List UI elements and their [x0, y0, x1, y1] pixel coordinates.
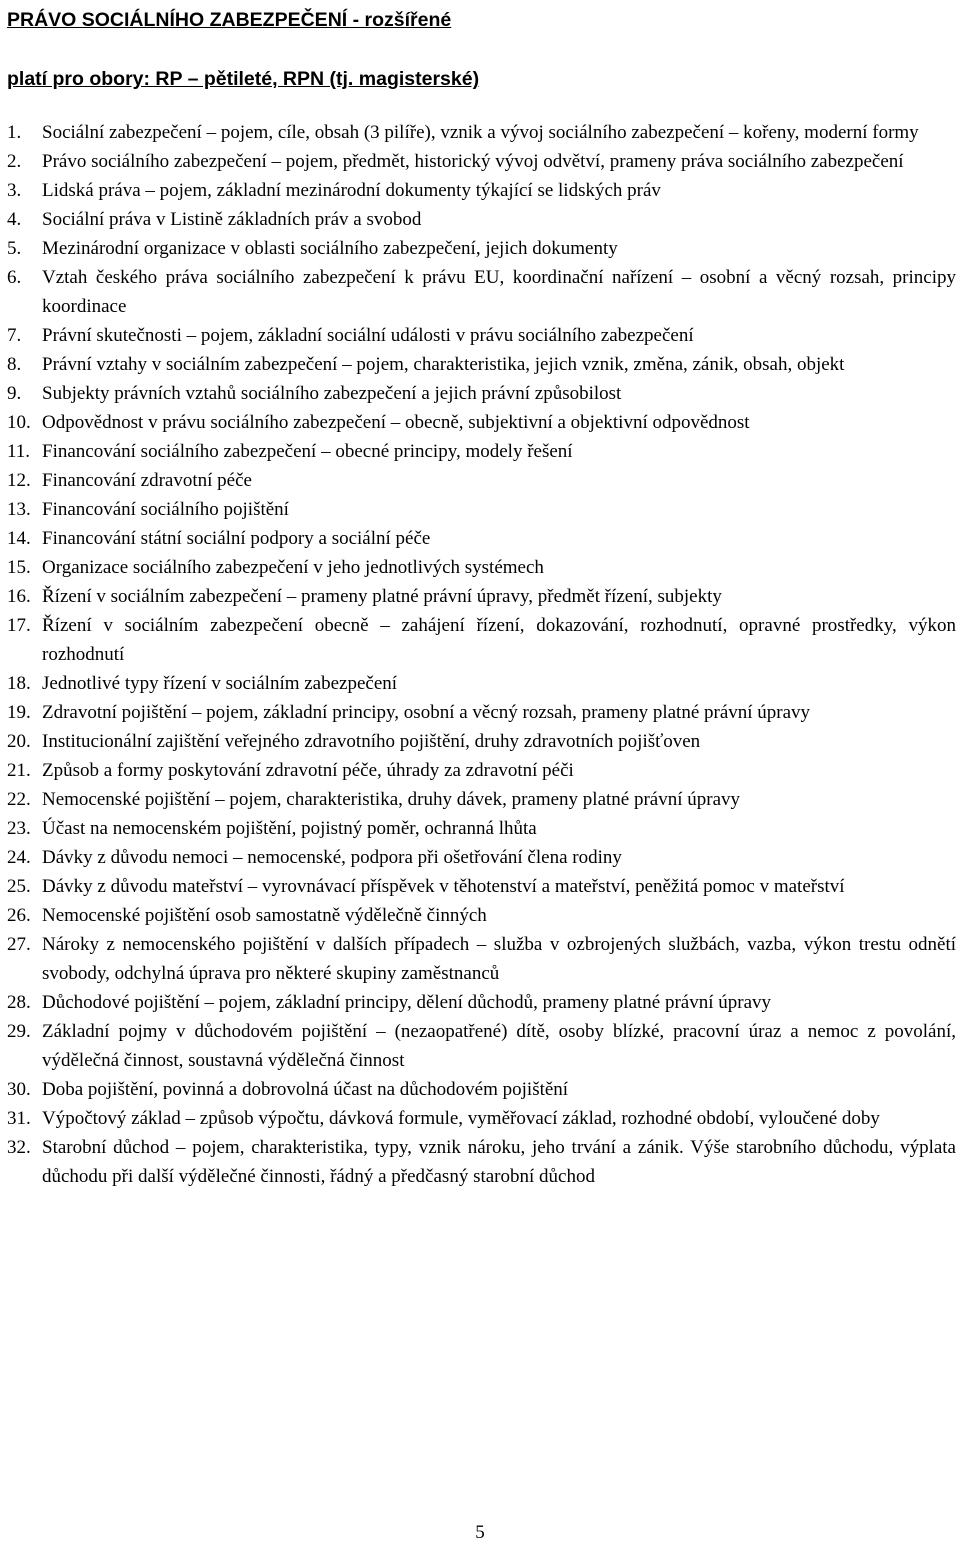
list-item-text: Právní skutečnosti – pojem, základní sociální události v právu sociálního zabezpečení [42, 325, 694, 346]
list-item-number: 28. [7, 992, 31, 1013]
list-item [0, 495, 956, 524]
list-item-text: Organizace sociálního zabezpečení v jeho jednotlivých systémech [42, 557, 544, 578]
list-item [0, 698, 956, 727]
list-item-number: 11. [7, 441, 31, 462]
list-item [0, 1017, 956, 1075]
list-item-number: 23. [7, 818, 31, 839]
list-item-text: Právo sociálního zabezpečení – pojem, předmět, historický vývoj odvětví, prameny práva sociálního zabezpečení [42, 151, 904, 172]
list-item-number: 22. [7, 789, 31, 810]
list-item-text: Řízení v sociálním zabezpečení – prameny platné právní úpravy, předmět řízení, subjekty [42, 586, 722, 607]
page-number: 5 [475, 1522, 485, 1543]
list-item [0, 553, 956, 582]
list-item-text: Účast na nemocenském pojištění, pojistný poměr, ochranná lhůta [42, 818, 537, 839]
list-item-text: Důchodové pojištění – pojem, základní principy, dělení důchodů, prameny platné právní úpravy [42, 992, 772, 1013]
list-item-number: 4. [7, 209, 22, 230]
list-item-number: 17. [7, 615, 31, 636]
list-item [0, 611, 956, 669]
list-item [0, 582, 956, 611]
list-item-text: Nároky z nemocenského pojištění v dalších případech – služba v ozbrojených službách, vazba, výkon trestu odnětí svobody, odchylná úprava pro některé skupiny zaměstnanců [42, 934, 956, 984]
topic-list [0, 118, 960, 1191]
list-item-text: Sociální zabezpečení – pojem, cíle, obsah (3 pilíře), vznik a vývoj sociálního zabezpečení – kořeny, moderní formy [42, 122, 919, 143]
list-item [0, 350, 956, 379]
list-item-number: 19. [7, 702, 31, 723]
list-item-text: Dávky z důvodu nemoci – nemocenské, podpora při ošetřování člena rodiny [42, 847, 622, 868]
list-item-text: Financování zdravotní péče [42, 470, 252, 491]
list-item-text: Mezinárodní organizace v oblasti sociálního zabezpečení, jejich dokumenty [42, 238, 618, 259]
list-item [0, 1104, 956, 1133]
list-item [0, 263, 956, 321]
list-item [0, 466, 956, 495]
list-item-number: 6. [7, 267, 22, 288]
list-item-number: 30. [7, 1079, 31, 1100]
list-item-number: 24. [7, 847, 31, 868]
list-item [0, 379, 956, 408]
list-item-number: 25. [7, 876, 31, 897]
list-item-text: Starobní důchod – pojem, charakteristika, typy, vznik nároku, jeho trvání a zánik. Výše starobního důchodu, výplata důchodu při další výdělečné činnosti, řádný a předčasný starobní důchod [42, 1137, 956, 1187]
list-item-text: Právní vztahy v sociálním zabezpečení – pojem, charakteristika, jejich vznik, změna, zánik, obsah, objekt [42, 354, 845, 375]
list-item-number: 9. [7, 383, 22, 404]
list-item-text: Vztah českého práva sociálního zabezpečení k právu EU, koordinační nařízení – osobní a věcný rozsah, principy koordinace [42, 267, 956, 317]
list-item [0, 176, 956, 205]
list-item-text: Sociální práva v Listině základních práv a svobod [42, 209, 422, 230]
list-item-number: 27. [7, 934, 31, 955]
list-item-number: 31. [7, 1108, 31, 1129]
list-item-number: 12. [7, 470, 31, 491]
list-item [0, 785, 956, 814]
list-item-text: Nemocenské pojištění – pojem, charakteristika, druhy dávek, prameny platné právní úpravy [42, 789, 741, 810]
list-item [0, 901, 956, 930]
list-item-text: Financování státní sociální podpory a sociální péče [42, 528, 431, 549]
list-item [0, 1075, 956, 1104]
list-item-text: Nemocenské pojištění osob samostatně výdělečně činných [42, 905, 487, 926]
list-item-number: 10. [7, 412, 31, 433]
list-item [0, 234, 956, 263]
list-item-number: 7. [7, 325, 22, 346]
list-item-number: 20. [7, 731, 31, 752]
list-item [0, 669, 956, 698]
list-item-number: 1. [7, 122, 22, 143]
list-item-text: Základní pojmy v důchodovém pojištění – (nezaopatřené) dítě, osoby blízké, pracovní úraz a nemoc z povolání, výdělečná činnost, soustavná výdělečná činnost [42, 1021, 956, 1071]
list-item-number: 29. [7, 1021, 31, 1042]
list-item-text: Jednotlivé typy řízení v sociálním zabezpečení [42, 673, 398, 694]
list-item-number: 3. [7, 180, 22, 201]
document-title: PRÁVO SOCIÁLNÍHO ZABEZPEČENÍ - rozšířené [7, 9, 452, 31]
list-item-text: Dávky z důvodu mateřství – vyrovnávací příspěvek v těhotenství a mateřství, peněžitá pomoc v mateřství [42, 876, 845, 897]
list-item [0, 930, 956, 988]
list-item-text: Subjekty právních vztahů sociálního zabezpečení a jejich právní způsobilost [42, 383, 622, 404]
list-item [0, 205, 956, 234]
list-item-number: 21. [7, 760, 31, 781]
list-item [0, 843, 956, 872]
list-item-number: 8. [7, 354, 22, 375]
list-item-number: 2. [7, 151, 22, 172]
list-item-number: 26. [7, 905, 31, 926]
list-item-text: Institucionální zajištění veřejného zdravotního pojištění, druhy zdravotních pojišťoven [42, 731, 701, 752]
list-item [0, 872, 956, 901]
list-item [0, 437, 956, 466]
list-item-text: Financování sociálního zabezpečení – obecné principy, modely řešení [42, 441, 573, 462]
list-item [0, 321, 956, 350]
list-item-number: 32. [7, 1137, 31, 1158]
list-item [0, 756, 956, 785]
list-item-number: 16. [7, 586, 31, 607]
list-item [0, 408, 956, 437]
list-item-number: 5. [7, 238, 22, 259]
list-item-text: Způsob a formy poskytování zdravotní péče, úhrady za zdravotní péči [42, 760, 574, 781]
list-item-text: Výpočtový základ – způsob výpočtu, dávková formule, vyměřovací základ, rozhodné období, vyloučené doby [42, 1108, 880, 1129]
list-item [0, 118, 956, 147]
list-item-number: 18. [7, 673, 31, 694]
list-item [0, 147, 956, 176]
list-item-text: Odpovědnost v právu sociálního zabezpečení – obecně, subjektivní a objektivní odpovědnost [42, 412, 750, 433]
list-item [0, 1133, 956, 1191]
list-item [0, 727, 956, 756]
list-item [0, 988, 956, 1017]
list-item-number: 14. [7, 528, 31, 549]
list-item-number: 13. [7, 499, 31, 520]
document-subtitle: platí pro obory: RP – pětileté, RPN (tj. magisterské) [7, 68, 480, 90]
list-item-number: 15. [7, 557, 31, 578]
list-item-text: Financování sociálního pojištění [42, 499, 289, 520]
list-item [0, 814, 956, 843]
list-item-text: Lidská práva – pojem, základní mezinárodní dokumenty týkající se lidských práv [42, 180, 661, 201]
list-item-text: Doba pojištění, povinná a dobrovolná účast na důchodovém pojištění [42, 1079, 569, 1100]
list-item [0, 524, 956, 553]
list-item-text: Zdravotní pojištění – pojem, základní principy, osobní a věcný rozsah, prameny platné právní úpravy [42, 702, 811, 723]
list-item-text: Řízení v sociálním zabezpečení obecně – zahájení řízení, dokazování, rozhodnutí, opravné prostředky, výkon rozhodnutí [42, 615, 956, 665]
